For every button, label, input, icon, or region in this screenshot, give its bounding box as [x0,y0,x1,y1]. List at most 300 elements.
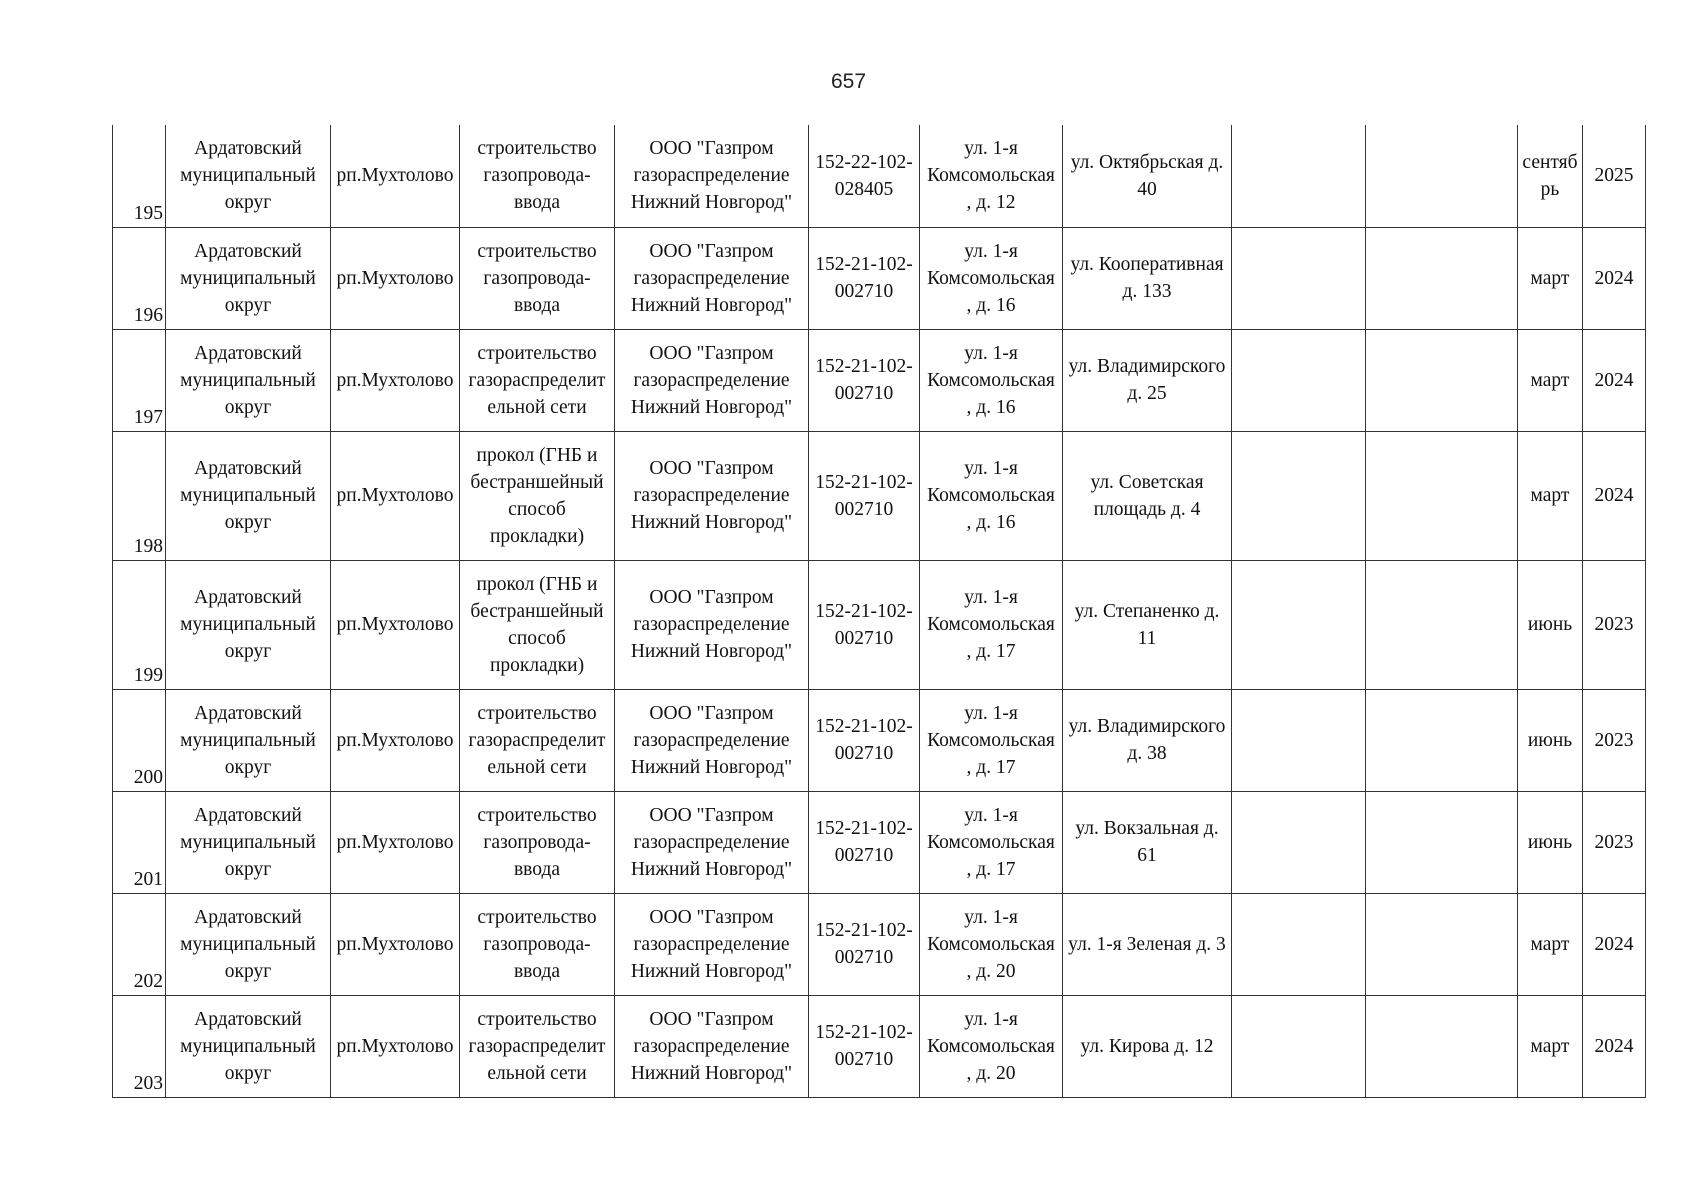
object-code-line: 152-21-102- [815,254,913,275]
district-line: округ [224,641,272,662]
address-line: д. 133 [1122,281,1172,302]
district-line: округ [224,960,272,982]
work-type-line: строительство [477,1008,597,1030]
organization-cell [615,329,809,431]
address-line: ул. Степаненко д. [1074,600,1220,622]
object-code-cell [809,227,920,329]
month-cell [1518,329,1583,431]
district-line: Ардатовский [194,240,302,262]
year-text: 2024 [1594,267,1634,289]
address-cell [1063,791,1232,893]
work-type-line: строительство [477,240,597,262]
empty-cell-10 [1366,431,1518,560]
organization-line: Нижний Новгород" [630,396,793,418]
organization-line: ООО "Газпром [649,587,774,608]
connection-source-line: Комсомольская [927,1035,1055,1057]
empty-cell-9 [1232,227,1366,329]
organization-line: Нижний Новгород" [630,960,793,982]
work-type-line: газораспределит [468,729,606,751]
organization-line: ООО "Газпром [649,458,774,479]
empty-cell-9 [1232,995,1366,1097]
year-text: 2023 [1594,831,1634,853]
month-cell [1518,125,1583,227]
row-number-cell [113,227,166,329]
organization-cell [615,893,809,995]
connection-source-line: ул. 1-я [964,138,1018,160]
row-number-text: 198 [133,535,163,557]
empty-cell-10 [1366,329,1518,431]
connection-source-cell [920,125,1063,227]
address-line: ул. Кирова д. 12 [1080,1035,1214,1057]
row-number-text: 195 [133,202,163,224]
row-number-cell [113,995,166,1097]
work-type-line: ельной сети [487,1062,587,1084]
table-row [113,995,1646,1097]
connection-source-line: , д. 12 [966,192,1016,214]
connection-source-line: , д. 17 [966,641,1016,662]
table-row [113,125,1646,227]
month-line: март [1530,267,1570,289]
connection-source-line: Комсомольская [927,933,1055,955]
empty-cell-10 [1366,689,1518,791]
connection-source-line: Комсомольская [927,267,1055,289]
row-number-cell [113,689,166,791]
address-line: ул. Советская [1090,471,1204,493]
work-type-cell [460,560,615,689]
work-type-line: строительство [477,702,597,724]
work-type-line: строительство [477,906,597,928]
connection-source-line: ул. 1-я [964,458,1018,479]
settlement-text: рп.Мухтолово [336,369,454,391]
work-type-line: газопровода- [483,933,591,955]
organization-cell [615,431,809,560]
object-code-line: 002710 [834,498,894,520]
address-line: 11 [1137,627,1157,649]
object-code-line: 002710 [834,281,894,302]
row-number-cell [113,125,166,227]
month-cell [1518,431,1583,560]
work-type-line: способ [508,498,566,520]
organization-line: газораспределение [633,729,790,751]
address-cell [1063,329,1232,431]
organization-line: Нижний Новгород" [630,1062,793,1084]
address-line: 40 [1137,178,1157,200]
organization-line: газораспределение [633,369,790,391]
settlement-cell [331,431,460,560]
object-code-cell [809,329,920,431]
empty-cell-10 [1366,893,1518,995]
district-cell [166,125,331,227]
work-type-line: прокол (ГНБ и [476,573,598,595]
address-cell [1063,689,1232,791]
settlement-cell [331,560,460,689]
connection-source-line: , д. 17 [966,756,1016,778]
work-type-line: ввода [513,192,561,214]
connection-source-line: ул. 1-я [964,240,1018,262]
connection-source-cell [920,689,1063,791]
object-code-cell [809,995,920,1097]
organization-line: Нижний Новгород" [630,294,793,316]
district-line: округ [224,858,272,880]
year-cell [1583,995,1646,1097]
work-type-line: прокол (ГНБ и [476,444,598,466]
empty-cell-10 [1366,791,1518,893]
district-line: муниципальный [180,267,316,289]
organization-line: ООО "Газпром [649,342,774,364]
district-line: муниципальный [180,165,316,187]
address-line: д. 25 [1127,383,1167,404]
row-number-cell [113,893,166,995]
object-code-line: 152-21-102- [815,471,913,493]
work-type-line: строительство [477,138,597,160]
settlement-cell [331,329,460,431]
district-line: муниципальный [180,831,316,853]
district-line: Ардатовский [194,906,302,928]
settlement-text: рп.Мухтолово [336,614,454,635]
month-cell [1518,560,1583,689]
work-type-line: ельной сети [487,396,587,418]
table-row [113,431,1646,560]
connection-source-line: , д. 16 [966,396,1016,418]
table-body [113,125,1646,1097]
month-cell [1518,689,1583,791]
district-line: Ардатовский [194,458,302,479]
empty-cell-10 [1366,125,1518,227]
month-cell [1518,227,1583,329]
object-code-line: 152-21-102- [815,716,913,737]
settlement-cell [331,995,460,1097]
connection-source-line: Комсомольская [927,165,1055,187]
month-cell [1518,893,1583,995]
district-line: Ардатовский [194,138,302,160]
table-row [113,791,1646,893]
organization-line: газораспределение [633,614,790,635]
organization-cell [615,689,809,791]
address-cell [1063,893,1232,995]
district-line: Ардатовский [194,1008,302,1030]
month-line: март [1530,933,1570,955]
district-line: Ардатовский [194,702,302,724]
row-number-text: 197 [133,406,163,428]
work-type-cell [460,791,615,893]
connection-source-cell [920,329,1063,431]
district-line: округ [224,294,272,316]
address-line: ул. Октябрьская д. [1070,151,1224,173]
settlement-text: рп.Мухтолово [336,1035,454,1057]
work-type-line: газораспределит [468,369,606,391]
organization-cell [615,227,809,329]
settlement-text: рп.Мухтолово [336,729,454,751]
month-line: июнь [1527,831,1573,853]
row-number-cell [113,560,166,689]
organization-cell [615,560,809,689]
work-type-line: газопровода- [483,831,591,853]
object-code-line: 002710 [834,845,894,866]
object-code-line: 002710 [834,947,894,968]
month-cell [1518,995,1583,1097]
work-type-line: прокладки) [489,654,585,676]
address-line: ул. Вокзальная д. [1075,818,1219,839]
organization-cell [615,995,809,1097]
object-code-cell [809,125,920,227]
object-code-line: 002710 [834,383,894,404]
address-line: д. 38 [1127,743,1167,764]
month-line: март [1530,369,1570,391]
district-line: муниципальный [180,729,316,751]
year-cell [1583,893,1646,995]
connection-source-line: Комсомольская [927,614,1055,635]
connection-source-line: Комсомольская [927,729,1055,751]
row-number-text: 201 [133,868,163,890]
year-cell [1583,689,1646,791]
object-code-line: 152-22-102- [815,151,913,173]
work-type-cell [460,125,615,227]
organization-line: газораспределение [633,165,790,187]
work-type-cell [460,995,615,1097]
connection-source-cell [920,431,1063,560]
row-number-text: 200 [133,766,163,788]
month-line: март [1530,1035,1570,1057]
district-cell [166,791,331,893]
connection-source-cell [920,995,1063,1097]
settlement-cell [331,227,460,329]
organization-line: ООО "Газпром [649,906,774,928]
district-line: округ [224,512,272,533]
object-code-line: 152-21-102- [815,920,913,941]
address-line: ул. Владимирского [1068,716,1226,737]
address-line: ул. 1-я Зеленая д. 3 [1068,933,1226,955]
object-code-line: 002710 [834,1049,894,1070]
year-text: 2024 [1594,485,1634,506]
organization-line: Нижний Новгород" [630,756,793,778]
work-type-line: способ [508,627,566,649]
district-cell [166,227,331,329]
connection-source-line: , д. 16 [966,512,1016,533]
month-line: март [1530,485,1570,506]
row-number-text: 202 [133,970,163,992]
work-type-cell [460,329,615,431]
year-text: 2024 [1594,369,1634,391]
connection-source-cell [920,560,1063,689]
table-row [113,329,1646,431]
work-type-line: бестраншейный [470,600,604,622]
settlement-text: рп.Мухтолово [336,831,454,853]
work-type-line: ввода [513,858,561,880]
district-cell [166,995,331,1097]
row-number-text: 199 [133,664,163,686]
connection-source-line: , д. 20 [966,960,1016,982]
work-type-line: газопровода- [483,267,591,289]
month-cell [1518,791,1583,893]
connection-source-line: ул. 1-я [964,587,1018,608]
district-cell [166,560,331,689]
organization-cell [615,125,809,227]
work-type-line: газопровода- [483,165,591,187]
year-cell [1583,560,1646,689]
settlement-text: рп.Мухтолово [336,933,454,955]
address-cell [1063,227,1232,329]
district-cell [166,689,331,791]
district-line: округ [224,396,272,418]
object-code-cell [809,893,920,995]
work-type-cell [460,227,615,329]
connection-source-line: ул. 1-я [964,702,1018,724]
month-line: рь [1540,178,1560,200]
object-code-line: 028405 [834,178,894,200]
connection-source-line: ул. 1-я [964,1008,1018,1030]
connection-source-line: ул. 1-я [964,906,1018,928]
empty-cell-9 [1232,329,1366,431]
empty-cell-9 [1232,125,1366,227]
object-code-cell [809,689,920,791]
organization-cell [615,791,809,893]
row-number-text: 196 [133,304,163,326]
year-cell [1583,791,1646,893]
year-text: 2025 [1594,165,1634,187]
year-cell [1583,125,1646,227]
district-line: Ардатовский [194,587,302,608]
object-code-cell [809,431,920,560]
district-line: округ [224,756,272,778]
work-type-line: ввода [513,960,561,982]
year-cell [1583,227,1646,329]
district-line: округ [224,1062,272,1084]
district-cell [166,329,331,431]
organization-line: Нижний Новгород" [630,858,793,880]
connection-source-line: ул. 1-я [964,804,1018,826]
work-type-line: ввода [513,294,561,316]
district-cell [166,893,331,995]
address-line: 61 [1137,845,1157,866]
connection-source-line: , д. 17 [966,858,1016,880]
connection-source-line: , д. 20 [966,1062,1016,1084]
connection-source-cell [920,791,1063,893]
month-line: июнь [1527,729,1573,751]
organization-line: газораспределение [633,831,790,853]
year-text: 2023 [1594,614,1634,635]
district-line: Ардатовский [194,804,302,826]
organization-line: газораспределение [633,485,790,506]
object-code-cell [809,560,920,689]
connection-source-line: ул. 1-я [964,342,1018,364]
address-line: ул. Владимирского [1068,356,1226,377]
object-code-line: 152-21-102- [815,600,913,622]
district-line: муниципальный [180,369,316,391]
work-type-line: строительство [477,804,597,826]
address-line: ул. Кооперативная [1070,254,1224,275]
settlement-text: рп.Мухтолово [336,485,454,506]
work-type-line: прокладки) [489,525,585,547]
district-cell [166,431,331,560]
page-number: 657 [830,70,867,93]
object-code-line: 152-21-102- [815,356,913,377]
connection-source-line: Комсомольская [927,485,1055,506]
settlement-cell [331,893,460,995]
connection-source-line: Комсомольская [927,369,1055,391]
table-row [113,227,1646,329]
address-line: площадь д. 4 [1093,498,1201,520]
settlement-text: рп.Мухтолово [336,267,454,289]
organization-line: газораспределение [633,1035,790,1057]
district-line: Ардатовский [194,342,302,364]
work-type-cell [460,893,615,995]
settlement-cell [331,125,460,227]
object-code-line: 152-21-102- [815,1022,913,1043]
row-number-text: 203 [133,1072,163,1094]
work-type-cell [460,689,615,791]
object-code-line: 002710 [834,627,894,649]
address-cell [1063,995,1232,1097]
work-type-line: бестраншейный [470,471,604,493]
organization-line: ООО "Газпром [649,1008,774,1030]
empty-cell-9 [1232,560,1366,689]
empty-cell-9 [1232,431,1366,560]
organization-line: газораспределение [633,933,790,955]
address-cell [1063,431,1232,560]
organization-line: ООО "Газпром [649,138,774,160]
address-cell [1063,560,1232,689]
district-line: муниципальный [180,1035,316,1057]
district-line: муниципальный [180,614,316,635]
organization-line: Нижний Новгород" [630,641,793,662]
empty-cell-9 [1232,689,1366,791]
address-cell [1063,125,1232,227]
table-row [113,689,1646,791]
registry-table [112,125,1646,1098]
object-code-line: 002710 [834,743,894,764]
table-row [113,560,1646,689]
row-number-cell [113,791,166,893]
object-code-line: 152-21-102- [815,818,913,839]
settlement-cell [331,791,460,893]
connection-source-cell [920,227,1063,329]
work-type-line: газораспределит [468,1035,606,1057]
work-type-line: ельной сети [487,756,587,778]
empty-cell-9 [1232,893,1366,995]
organization-line: Нижний Новгород" [630,192,793,214]
settlement-text: рп.Мухтолово [336,165,454,187]
organization-line: ООО "Газпром [649,702,774,724]
object-code-cell [809,791,920,893]
table-row [113,893,1646,995]
district-line: муниципальный [180,485,316,506]
organization-line: ООО "Газпром [649,804,774,826]
empty-cell-10 [1366,560,1518,689]
work-type-cell [460,431,615,560]
year-cell [1583,329,1646,431]
district-line: муниципальный [180,933,316,955]
organization-line: газораспределение [633,267,790,289]
month-line: сентяб [1522,151,1578,173]
settlement-cell [331,689,460,791]
work-type-line: строительство [477,342,597,364]
year-cell [1583,431,1646,560]
year-text: 2024 [1594,1035,1634,1057]
year-text: 2023 [1594,729,1634,751]
year-text: 2024 [1594,933,1634,955]
row-number-cell [113,431,166,560]
district-line: округ [224,192,272,214]
connection-source-cell [920,893,1063,995]
month-line: июнь [1527,614,1573,635]
connection-source-line: , д. 16 [966,294,1016,316]
row-number-cell [113,329,166,431]
empty-cell-10 [1366,995,1518,1097]
empty-cell-9 [1232,791,1366,893]
organization-line: ООО "Газпром [649,240,774,262]
empty-cell-10 [1366,227,1518,329]
connection-source-line: Комсомольская [927,831,1055,853]
